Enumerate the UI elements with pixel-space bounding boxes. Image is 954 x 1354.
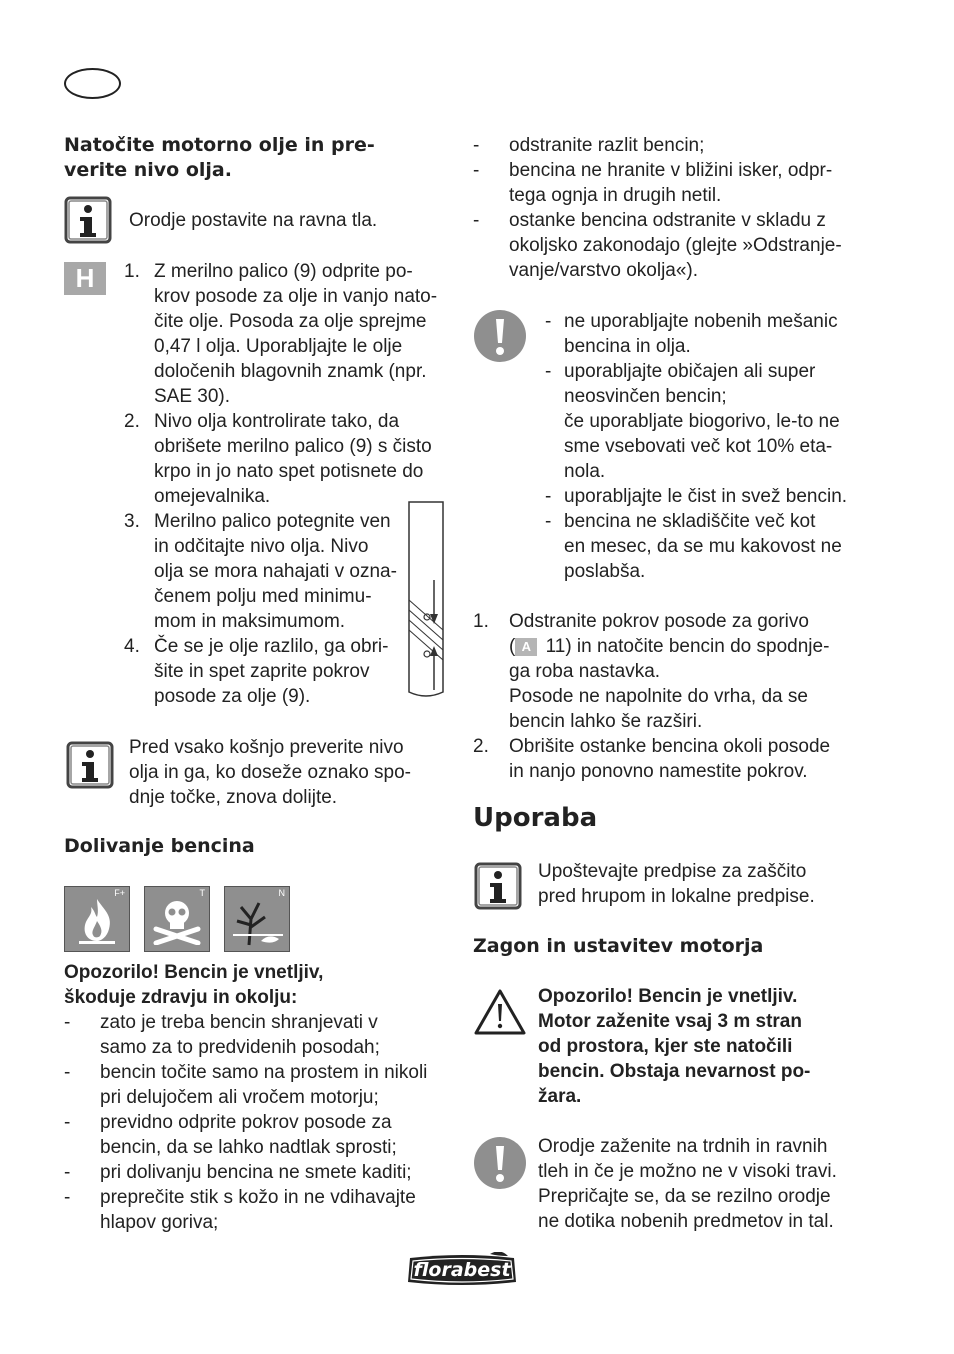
fuel-step-2: 2. Obrišite ostanke bencina okoli posode in nanjo ponovno namestite pokrov. (473, 736, 831, 782)
skull-icon (152, 895, 202, 945)
list-item: - zato je treba bencin shranjevati v samo za to predvidenih posodah; (64, 1012, 380, 1058)
figure-h-badge: H (64, 262, 106, 295)
heading-fuel: Dolivanje bencina (64, 835, 255, 857)
list-item: - uporabljajte le čist in svež bencin. (545, 486, 848, 507)
info-icon (64, 196, 112, 244)
engine-caution-text: Orodje zaženite na trdnih in ravnih tleh in če je možno ne v visoki travi. Prepričajte se, da se rezilno orodje ne dotika nobenih predmetov in tal. (538, 1136, 837, 1232)
info-text-floor: Orodje postavite na ravna tla. (129, 210, 378, 231)
list-item: - bencin točite samo na prostem in nikoli pri delujočem ali vročem motorju; (64, 1062, 428, 1108)
fuel-safety-list-cont (473, 133, 869, 283)
info-text-noise: Upoštevajte predpise za zaščito pred hrupom in lokalne predpise. (538, 861, 815, 907)
info-icon (66, 741, 114, 789)
hazard-toxic: T (144, 886, 210, 952)
oil-step-4: 4. Če se je olje razlilo, ga obri- šite in spet zaprite pokrov posode za olje (9). (124, 636, 389, 707)
list-item: - odstranite razlit bencin; (473, 135, 705, 156)
oil-step-2: 2. Nivo olja kontrolirate tako, da obrišete merilno palico (9) s čisto krpo in jo nato spet potisnete do omejevalnika. (124, 411, 432, 507)
dipstick-diagram (405, 500, 447, 700)
fuel-caution-list (545, 309, 869, 584)
warning-triangle-icon (473, 988, 527, 1036)
environment-icon (231, 895, 285, 949)
oil-step-3: 3. Merilno palico potegnite ven in odčitajte nivo olja. Nivo olja se mora nahajati v ozna- čenem polju med minimu- mom in maksimumom. (124, 511, 397, 632)
fuel-safety-list (64, 1010, 454, 1235)
language-oval (64, 68, 121, 99)
list-item: - preprečite stik s kožo in ne vdihavajte hlapov goriva; (64, 1187, 416, 1233)
fuel-warning-text: Opozorilo! Bencin je vnetljiv, škoduje zdravju in okolju: (64, 962, 324, 1008)
heading-uporaba: Uporaba (473, 803, 598, 833)
list-item: - previdno odprite pokrov posode za bencin, da se lahko nadtlak sprosti; (64, 1112, 397, 1158)
oil-step-1: 1. Z merilno palico (9) odprite po- krov posode za olje in vanjo nato- čite olje. Posoda za olje sprejme 0,47 l olja. Uporabljajte le olje določenih blagovnih znamk (npr. SAE 30). (124, 261, 438, 407)
engine-warning-text: Opozorilo! Bencin je vnetljiv. Motor zaženite vsaj 3 m stran od prostora, kjer ste natočili bencin. Obstaja nevarnost po- žara. (538, 986, 811, 1107)
heading-oil: Natočite motorno olje in pre- verite nivo olja. (64, 134, 375, 181)
list-item: - ostanke bencina odstranite v skladu z okoljsko zakonodajo (glejte »Odstranje- vanje/varstvo okolja«). (473, 210, 842, 281)
caution-icon (473, 309, 527, 363)
florabest-logo (406, 1252, 518, 1288)
fuel-step-1: 1. Odstranite pokrov posode za gorivo ( A 11) in natočite bencin do spodnje- ga roba nastavka. Posode ne napolnite do vrha, da se bencin lahko še razširi. (473, 611, 830, 732)
list-item: - ne uporabljajte nobenih mešanic bencina in olja. (545, 311, 838, 357)
list-item: - bencina ne skladiščite več kot en mesec, da se mu kakovost ne poslabša. (545, 511, 842, 582)
flame-icon (73, 897, 121, 945)
logo-text: florabest (413, 1259, 511, 1281)
hazard-environment: N (224, 886, 290, 952)
list-item: - bencina ne hranite v bližini isker, odpr- tega ognja in drugih netil. (473, 160, 833, 206)
info-text-oil-check: Pred vsako košnjo preverite nivo olja in ga, ko doseže oznako spo- dnje točke, znova dolijte. (129, 737, 412, 808)
hazard-flammable: F+ (64, 886, 130, 952)
caution-icon (473, 1136, 527, 1190)
list-item: - pri dolivanju bencina ne smete kaditi; (64, 1162, 412, 1183)
list-item: - uporabljajte običajen ali super neosvinčen bencin; če uporabljate biogorivo, le-to ne sme vsebovati več kot 10% eta- nola. (545, 361, 840, 482)
heading-zagon: Zagon in ustavitev motorja (473, 935, 764, 957)
fuel-steps-list (473, 609, 869, 784)
figure-a-badge: A (515, 638, 537, 656)
info-icon (474, 862, 522, 910)
